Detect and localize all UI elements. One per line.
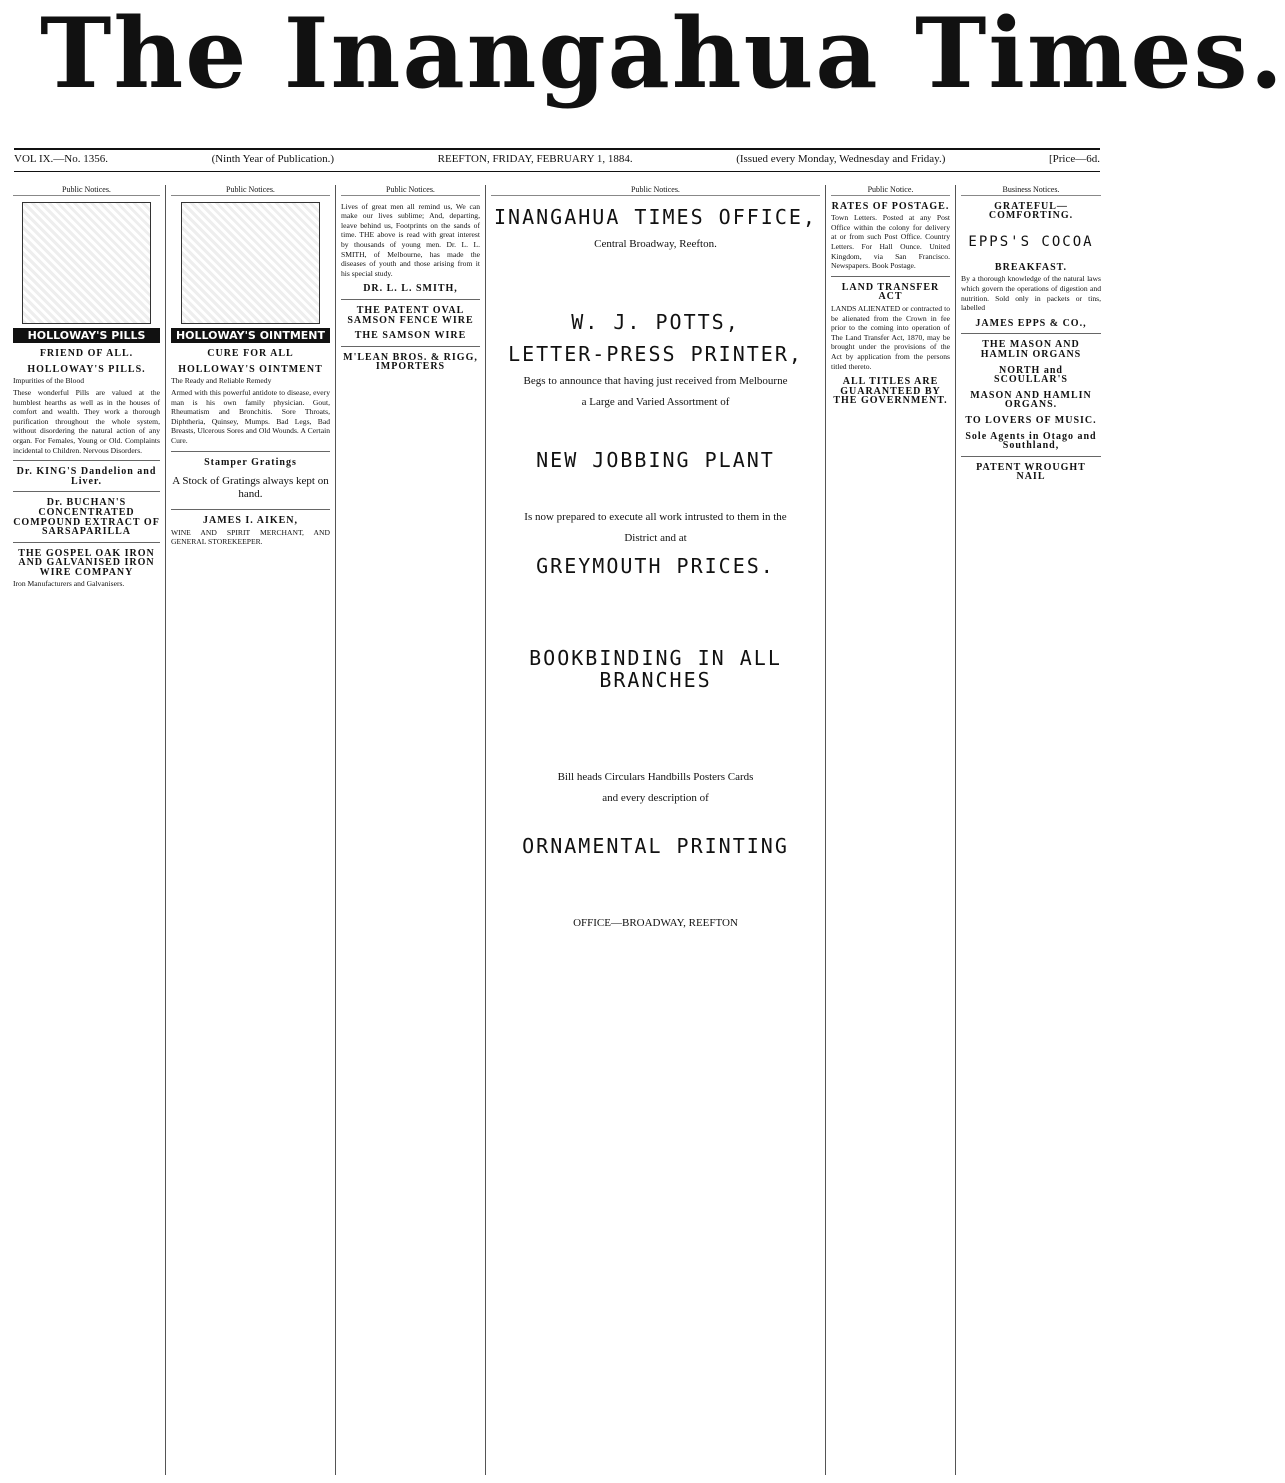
printer-name: W. J. POTTS, bbox=[571, 309, 740, 334]
column-5 bbox=[826, 185, 956, 1475]
organs-heading-2: MASON AND HAMLIN ORGANS. bbox=[970, 389, 1092, 411]
cocoa-tagline: GRATEFUL—COMFORTING. bbox=[988, 200, 1074, 222]
postage-heading: RATES OF POSTAGE. bbox=[831, 200, 950, 212]
ornamental-printing: ORNAMENTAL PRINTING bbox=[522, 833, 789, 858]
bookbinding: BOOKBINDING IN ALL BRANCHES bbox=[529, 645, 782, 692]
column-heading: Public Notice. bbox=[831, 185, 950, 196]
cocoa-body: By a thorough knowledge of the natural laws which govern the operations of digestion and nutrition. Sold only in packets or tins, labelled bbox=[961, 274, 1101, 313]
volume-number: VOL IX.—No. 1356. bbox=[14, 153, 108, 165]
divider bbox=[831, 276, 950, 277]
ad-body: Lives of great men all remind us, We can make our lives sublime; And, departing, leave behind us, Footprints on the sands of time. THE above is read with great interest by thousands of young men. Dr. L. L. SMITH, of Melbourne, has made the diseases of youth and those arising from it his special study. bbox=[341, 201, 480, 278]
column-heading: Public Notices. bbox=[341, 185, 480, 196]
district-text: District and at bbox=[624, 531, 687, 544]
ad-sub: The Ready and Reliable Remedy bbox=[171, 376, 272, 386]
sole-agents: Sole Agents in Otago and Southland, bbox=[965, 430, 1097, 452]
breakfast: BREAKFAST. bbox=[994, 261, 1068, 273]
issue-schedule: (Issued every Monday, Wednesday and Friday.) bbox=[736, 153, 946, 165]
ointment-banner: HOLLOWAY'S OINTMENT bbox=[171, 328, 330, 344]
organs-heading: THE MASON AND HAMLIN ORGANS bbox=[980, 339, 1082, 360]
tagline: CURE FOR ALL bbox=[207, 348, 294, 360]
ad-foot: M'LEAN BROS. & RIGG, IMPORTERS bbox=[343, 351, 478, 373]
holloway-pills-illustration bbox=[22, 202, 150, 324]
music-heading: TO LOVERS OF MUSIC. bbox=[965, 414, 1097, 426]
announcement: Begs to announce that having just received from Melbourne bbox=[523, 374, 788, 387]
ad-sub: Impurities of the Blood bbox=[13, 376, 85, 386]
columns bbox=[8, 185, 1106, 1475]
land-act-heading: LAND TRANSFER ACT bbox=[841, 281, 940, 303]
ad-heading-2: Dr. KING'S Dandelion and Liver. bbox=[16, 466, 157, 487]
tagline: FRIEND OF ALL. bbox=[39, 348, 134, 360]
nail-heading: PATENT WROUGHT NAIL bbox=[976, 461, 1086, 483]
dateline bbox=[14, 148, 1100, 172]
ad-heading-2: DR. L. L. SMITH, bbox=[363, 283, 458, 295]
ad-heading-4: JAMES I. AIKEN, bbox=[202, 515, 298, 527]
greymouth-prices: GREYMOUTH PRICES. bbox=[536, 553, 775, 578]
ad-heading-4: THE GOSPEL OAK IRON AND GALVANISED IRON WIRE COMPANY bbox=[18, 547, 155, 578]
holloway-ointment-illustration bbox=[181, 202, 320, 324]
ad-heading-3: Dr. BUCHAN'S CONCENTRATED COMPOUND EXTRACT OF SARSAPARILLA bbox=[13, 497, 160, 538]
office-heading: INANGAHUA TIMES OFFICE, bbox=[494, 204, 817, 229]
divider bbox=[171, 509, 330, 510]
divider bbox=[961, 333, 1101, 334]
jobbing-plant: NEW JOBBING PLANT bbox=[536, 447, 775, 472]
column-heading: Public Notices. bbox=[13, 185, 160, 196]
ad-heading: HOLLOWAY'S OINTMENT bbox=[178, 363, 323, 375]
office-footer: OFFICE—BROADWAY, REEFTON bbox=[573, 916, 738, 929]
ad-heading: HOLLOWAY'S PILLS. bbox=[27, 363, 146, 375]
column-6 bbox=[956, 185, 1106, 1475]
divider bbox=[171, 451, 330, 452]
masthead bbox=[40, 0, 1285, 110]
divider bbox=[13, 460, 160, 461]
warehouse: NORTH and SCOULLAR'S bbox=[994, 364, 1068, 386]
column-4 bbox=[486, 185, 826, 1475]
place-date: REEFTON, FRIDAY, FEBRUARY 1, 1884. bbox=[437, 153, 633, 165]
ad-heading-3: A Stock of Gratings always kept on hand. bbox=[172, 475, 329, 501]
masthead-title: The Inangahua Times. bbox=[40, 0, 1285, 110]
ad-heading-2: Stamper Gratings bbox=[204, 456, 297, 468]
printer-trade: LETTER-PRESS PRINTER, bbox=[508, 341, 803, 366]
prepared-text: Is now prepared to execute all work intrusted to them in the bbox=[524, 510, 787, 523]
postage-body: Town Letters. Posted at any Post Office within the colony for delivery at or from such Post Office. Country Letters. For Hall Ounce. United Kingdom, via San Francisco. Newspapers. Book Postage. bbox=[831, 213, 950, 271]
column-heading: Public Notices. bbox=[491, 185, 820, 196]
epps-company: JAMES EPPS & CO., bbox=[975, 317, 1087, 329]
column-3 bbox=[336, 185, 486, 1475]
pills-banner: HOLLOWAY'S PILLS bbox=[13, 328, 160, 344]
cocoa-heading: EPPS'S COCOA bbox=[968, 233, 1094, 250]
ad-heading-4: THE SAMSON WIRE bbox=[354, 330, 467, 342]
column-1 bbox=[8, 185, 166, 1475]
column-heading: Public Notices. bbox=[171, 185, 330, 196]
print-items: Bill heads Circulars Handbills Posters Cards bbox=[557, 770, 754, 783]
ad-foot: Iron Manufacturers and Galvanisers. bbox=[13, 579, 125, 589]
office-address: Central Broadway, Reefton. bbox=[594, 237, 717, 250]
ad-heading-3: THE PATENT OVAL SAMSON FENCE WIRE bbox=[347, 304, 474, 326]
land-act-body: LANDS ALIENATED or contracted to be alienated from the Crown in fee prior to the coming into operation of The Land Transfer Act, 1870, may be brought under the provisions of the Act by application from the persons titled thereto. bbox=[831, 303, 950, 371]
column-heading: Business Notices. bbox=[961, 185, 1101, 196]
assortment: a Large and Varied Assortment of bbox=[581, 395, 730, 408]
divider bbox=[13, 491, 160, 492]
ad-foot: WINE AND SPIRIT MERCHANT, AND GENERAL STOREKEEPER. bbox=[171, 527, 330, 547]
ad-body: Armed with this powerful antidote to disease, every man is his own family physician. Gout, Rheumatism and Bronchitis. Sore Throats, Diphtheria, Quinsey, Mumps. Bad Legs, Bad Breasts, Ulcerous Sores and Old Wounds. A Certain Cure. bbox=[171, 387, 330, 445]
divider bbox=[13, 542, 160, 543]
divider bbox=[341, 346, 480, 347]
publication-year: (Ninth Year of Publication.) bbox=[211, 153, 335, 165]
divider bbox=[961, 456, 1101, 457]
price: [Price—6d. bbox=[1048, 153, 1100, 165]
ad-body: These wonderful Pills are valued at the humblest hearths as well as in the houses of comfort and wealth. They work a thorough purification throughout the whole system, without disordering the natural action of any organ. For Females, Young or Old. Complaints incidental to Children. Nervous Disorders. bbox=[13, 387, 160, 455]
divider bbox=[341, 299, 480, 300]
column-2 bbox=[166, 185, 336, 1475]
titles-guaranteed: ALL TITLES ARE GUARANTEED BY THE GOVERNMENT. bbox=[833, 376, 948, 407]
every-description: and every description of bbox=[602, 791, 709, 804]
